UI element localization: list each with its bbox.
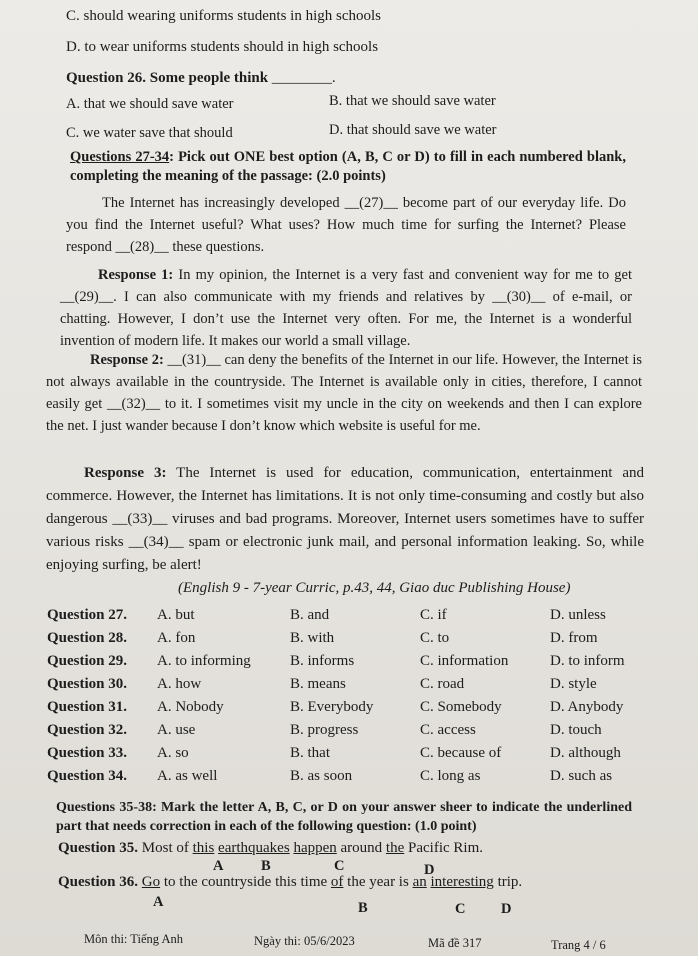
q36-letter-b: B <box>358 900 368 916</box>
question-26-stem: Question 26. Some people think ________. <box>66 70 336 86</box>
q36-letter-c: C <box>455 901 466 917</box>
q35-letter-d: D <box>424 862 435 878</box>
mc-row-27: Question 27. A. but B. and C. if D. unless <box>47 607 606 623</box>
mc-row-29: Question 29. A. to informing B. informs C. information D. to inform <box>47 653 625 669</box>
footer-subject: Môn thi: Tiếng Anh <box>84 932 183 946</box>
q26-option-c: C. we water save that should <box>66 125 233 141</box>
passage-response-3: Response 3: The Internet is used for education, communication, entertainment and commerce. However, the Internet has limitations. It is not only time-consuming and costly but also dangerous __(33)__ viruses and bad programs. Moreover, Internet users sometimes have to suffer various risks __(34)__ spam or electronic junk mail, and personal information leaking. So, while enjoying surfing, be alert! <box>46 465 644 573</box>
mc-row-28: Question 28. A. fon B. with C. to D. from <box>47 630 598 646</box>
q35-underlined-a: this <box>192 840 215 856</box>
q36-letter-d: D <box>501 901 512 917</box>
q26-option-a: A. that we should save water <box>66 96 234 112</box>
q36-underlined-a: Go <box>141 874 161 890</box>
q35-letter-c: C <box>334 858 345 874</box>
mc-row-32: Question 32. A. use B. progress C. access D. touch <box>47 722 602 738</box>
q35-letter-a: A <box>213 858 224 874</box>
footer-exam-code: Mã đề 317 <box>428 936 482 950</box>
q35-underlined-d: the <box>385 840 405 856</box>
option-d-25: D. to wear uniforms students should in high schools <box>66 39 379 55</box>
q36-underlined-d: interesting <box>430 874 494 890</box>
footer-page-number: Trang 4 / 6 <box>551 938 606 952</box>
option-c-25: C. should wearing uniforms students in high schools <box>66 8 381 24</box>
q35-letter-b: B <box>261 858 271 874</box>
passage-intro: The Internet has increasingly developed __(27)__ become part of our everyday life. Do you find the Internet useful? What uses? How much time for surfing the Internet? Please respond __(28)__ these questions. <box>66 195 626 255</box>
mc-row-31: Question 31. A. Nobody B. Everybody C. Somebody D. Anybody <box>47 699 624 715</box>
mc-question-grid <box>47 607 687 791</box>
q26-option-d: D. that should save we water <box>329 122 497 138</box>
q36-underlined-c: an <box>412 874 427 890</box>
passage-instruction: Questions 27-34: Pick out ONE best option (A, B, C or D) to fill in each numbered blank, completing the meaning of the passage: (2.0 points) <box>70 149 626 184</box>
passage-response-1: Response 1: In my opinion, the Internet is a very fast and convenient way for me to get __(29)__. I can also communicate with my friends and relatives by __(30)__ of e-mail, or chatting. However, I don’t use the Internet very often. For me, the Internet is a wonderful invention of modern life. It makes our world a small village. <box>60 267 632 349</box>
mc-row-34: Question 34. A. as well B. as soon C. long as D. such as <box>47 768 613 784</box>
footer-date: Ngày thi: 05/6/2023 <box>254 934 355 948</box>
question-35: Question 35. Most of this earthquakes happen around the Pacific Rim. <box>58 840 483 856</box>
q35-underlined-c: happen <box>293 840 337 856</box>
mc-row-30: Question 30. A. how B. means C. road D. style <box>47 676 597 692</box>
question-36: Question 36. Go to the countryside this time of the year is an interesting trip. <box>58 874 523 890</box>
q36-underlined-b: of <box>330 874 344 890</box>
q26-option-b: B. that we should save water <box>329 93 496 109</box>
passage-response-2: Response 2: __(31)__ can deny the benefits of the Internet in our life. However, the Internet is not always available in the countryside. The Internet is available only in cities, therefore, I cannot easily get __(32)__ to it. I sometimes visit my uncle in the city on weekends and then I can explore the net. I just wander because I don’t know which website is useful for me. <box>46 352 642 434</box>
mc-row-33: Question 33. A. so B. that C. because of D. although <box>47 745 621 761</box>
error-section-instruction: Questions 35-38: Mark the letter A, B, C, or D on your answer sheer to indicate the underlined part that needs correction in each of the following question: (1.0 point) <box>56 800 632 834</box>
passage-source: (English 9 - 7-year Curric, p.43, 44, Giao duc Publishing House) <box>178 580 571 596</box>
q35-underlined-b: earthquakes <box>218 840 290 856</box>
q36-letter-a: A <box>153 894 164 910</box>
